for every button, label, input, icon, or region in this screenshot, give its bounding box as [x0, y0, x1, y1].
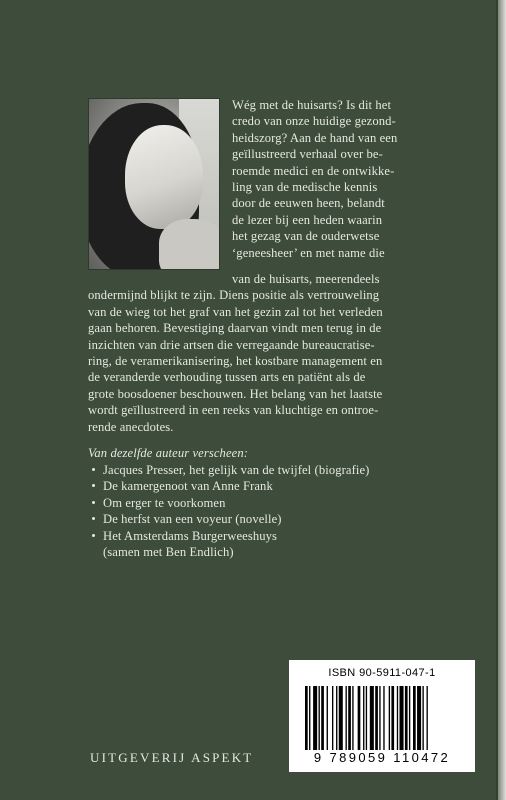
barcode-icon: [305, 686, 461, 750]
blurb-line: credo van onze huidige gezond-: [232, 114, 396, 129]
blurb-line: ring, de veramerikanisering, het kostbare management en: [88, 354, 383, 369]
blurb-line: Wég met de huisarts? Is dit het: [232, 98, 392, 112]
author-photo: [88, 98, 220, 270]
blurb-line: van de wieg tot het graf van het gezin zal tot het verleden: [88, 304, 383, 319]
blurb-line: wordt geïllustreerd in een reeks van kluchtige en ontroe-: [88, 403, 379, 418]
blurb-line: van de huisarts, meerendeels: [232, 272, 380, 286]
list-item: De kamergenoot van Anne Frank: [92, 478, 369, 494]
blurb-line: de lezer bij een heden waarin: [232, 212, 383, 227]
blurb-line: ondermijnd blijkt te zijn. Diens positie als vertrouweling: [88, 288, 380, 303]
list-item-continuation: (samen met Ben Endlich): [103, 545, 234, 560]
page-edge: [498, 0, 506, 800]
blurb-line: ‘geneesheer’ en met name die: [232, 245, 385, 260]
blurb-line: inzichten van drie artsen die verregaande bureaucratise-: [88, 337, 375, 352]
blurb-line: gaan behoren. Bevestiging daarvan vindt men terug in de: [88, 321, 382, 336]
bullet-icon: [92, 468, 95, 471]
blurb-line: rende anecdotes.: [88, 419, 174, 434]
blurb-line: heidszorg? Aan de hand van een: [232, 130, 398, 145]
blurb-line: roemde medici en de ontwikke-: [232, 163, 395, 178]
other-works-list: [92, 462, 369, 560]
list-item: Het Amsterdams Burgerweeshuys: [92, 528, 369, 544]
barcode-label: [289, 660, 475, 772]
ean-number: 9 789059 110472: [313, 750, 451, 765]
blurb-line: grote boosdoener beschouwen. Het belang van het laatste: [88, 386, 383, 401]
bullet-icon: [92, 501, 95, 504]
bullet-icon: [92, 484, 95, 487]
blurb-line: ling van de medische kennis: [232, 180, 378, 195]
blurb-line: door de eeuwen heen, belandt: [232, 196, 385, 211]
list-item: Om erger te voorkomen: [92, 495, 369, 511]
blurb-intro: [232, 97, 480, 261]
blurb-line: de veranderde verhouding tussen arts en patiënt als de: [88, 370, 366, 385]
bullet-icon: [92, 517, 95, 520]
other-works-heading: Van dezelfde auteur verscheen:: [88, 446, 249, 460]
list-item: De herfst van een voyeur (novelle): [92, 511, 369, 527]
isbn-text: ISBN 90-5911-047-1: [328, 667, 436, 679]
blurb-line: geïllustreerd verhaal over be-: [232, 147, 383, 162]
publisher-name: UITGEVERIJ ASPEKT: [90, 750, 254, 765]
list-item: Jacques Presser, het gelijk van de twijfel (biografie): [92, 462, 369, 478]
blurb-line: het gezag van de ouderwetse: [232, 229, 380, 244]
bullet-icon: [92, 534, 95, 537]
blurb-body: [88, 271, 480, 435]
